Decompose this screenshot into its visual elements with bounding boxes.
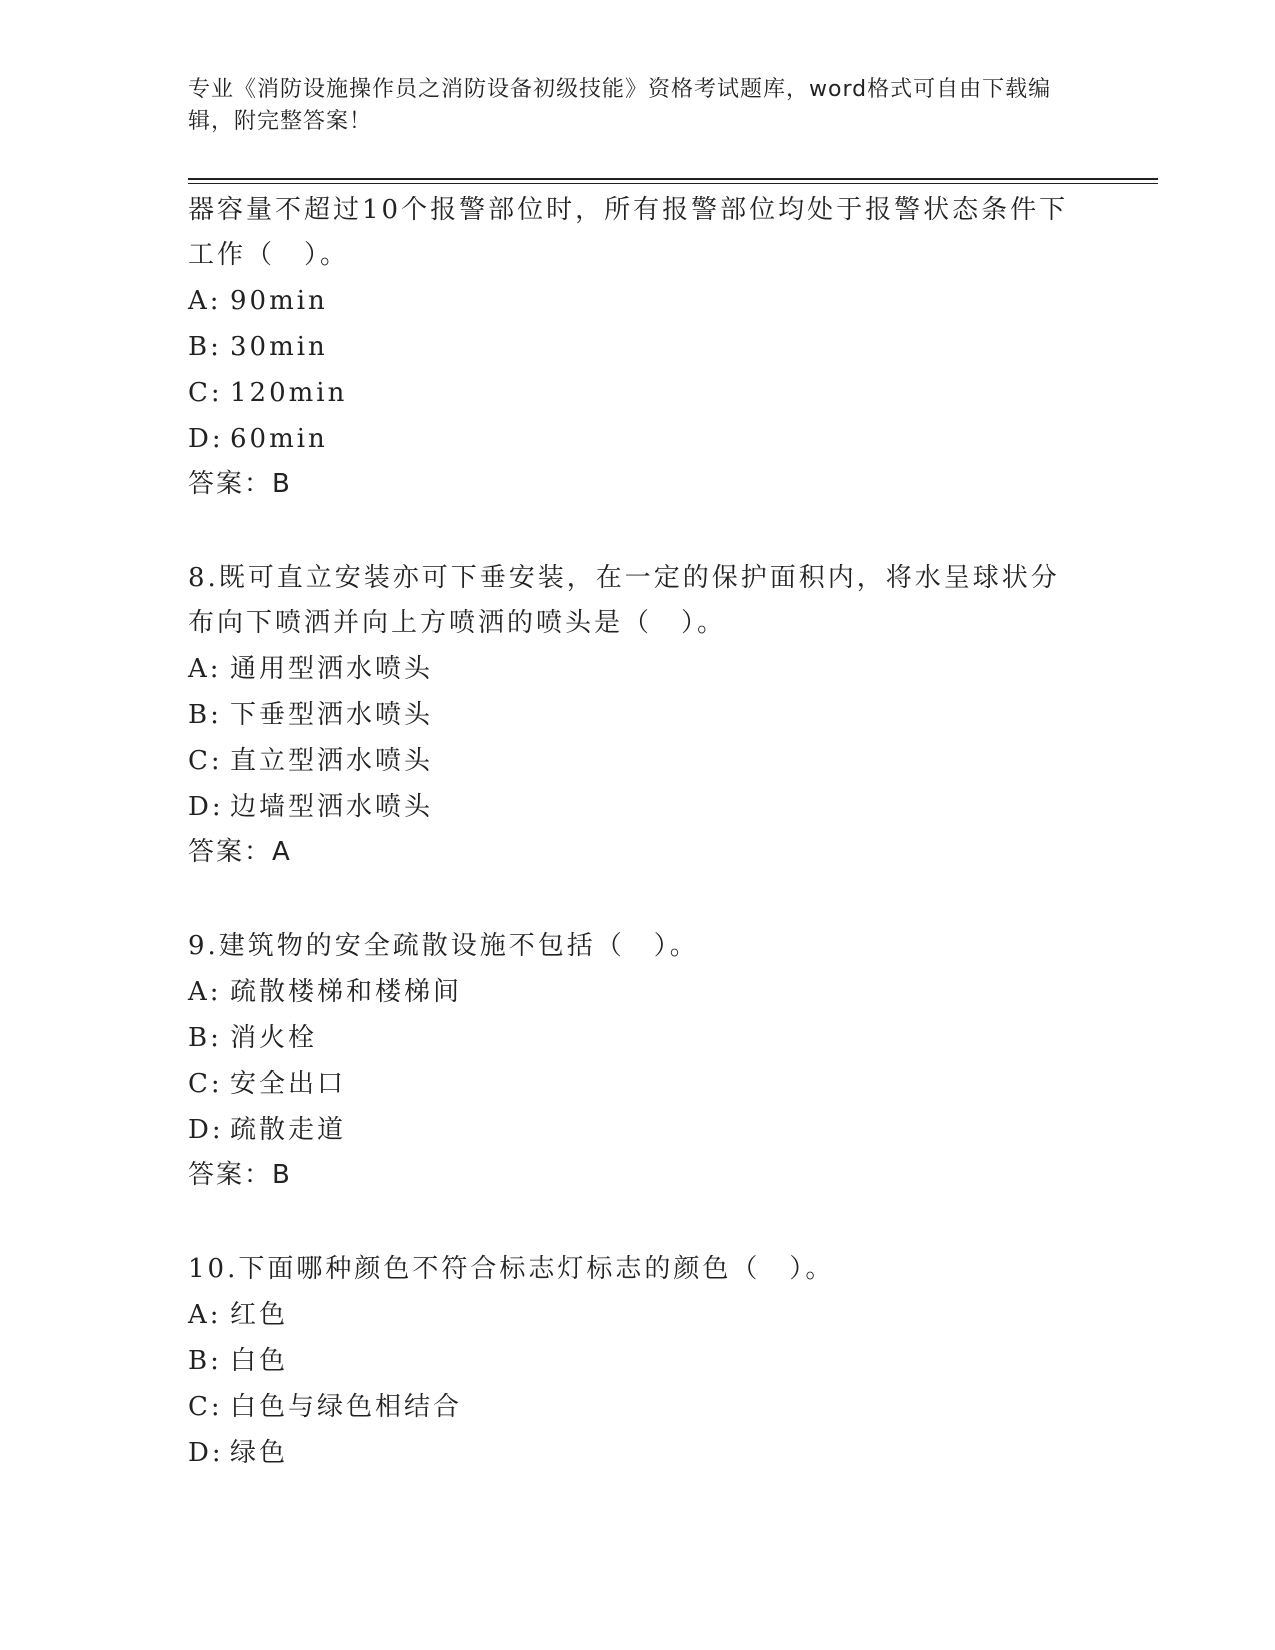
- option-d: [188, 1430, 1088, 1476]
- option-letter: D:: [188, 1115, 224, 1145]
- option-letter: D:: [188, 424, 224, 454]
- spacer: [188, 506, 1088, 556]
- spacer: [188, 1197, 1088, 1247]
- option-c: [188, 738, 1088, 784]
- option-letter: C:: [188, 1069, 223, 1099]
- option-d: [188, 1107, 1088, 1153]
- question-text: 8.既可直立安装亦可下垂安装，在一定的保护面积内，将水呈球状分布向下喷洒并向上方喷洒的喷头是（ ）。: [188, 563, 1060, 638]
- option-letter: C:: [188, 378, 223, 408]
- option-text: 30min: [230, 332, 328, 362]
- option-text: 消火栓: [230, 1023, 318, 1053]
- option-d: [188, 416, 1088, 462]
- option-b: [188, 1338, 1088, 1384]
- option-text: 疏散楼梯和楼梯间: [230, 977, 463, 1007]
- option-letter: D:: [188, 792, 224, 822]
- option-b: [188, 692, 1088, 738]
- option-letter: D:: [188, 1438, 224, 1468]
- option-text: 边墙型洒水喷头: [230, 792, 434, 822]
- option-letter: B:: [188, 332, 222, 362]
- option-a: [188, 969, 1088, 1015]
- option-c: [188, 370, 1088, 416]
- option-b: [188, 1015, 1088, 1061]
- option-letter: B:: [188, 1023, 222, 1053]
- option-d: [188, 784, 1088, 830]
- option-letter: A:: [188, 977, 222, 1007]
- option-letter: A:: [188, 654, 222, 684]
- option-text: 90min: [230, 286, 328, 316]
- option-text: 疏散走道: [230, 1115, 347, 1145]
- question-text: 器容量不超过10个报警部位时，所有报警部位均处于报警状态条件下工作（ ）。: [188, 195, 1069, 270]
- question-7: [188, 188, 1088, 506]
- option-text: 绿色: [230, 1438, 289, 1468]
- option-letter: C:: [188, 746, 223, 776]
- option-a: [188, 1292, 1088, 1338]
- option-text: 60min: [230, 424, 328, 454]
- option-a: [188, 646, 1088, 692]
- option-letter: C:: [188, 1392, 223, 1422]
- option-text: 下垂型洒水喷头: [230, 700, 434, 730]
- option-text: 白色: [230, 1346, 289, 1376]
- option-letter: A:: [188, 1300, 222, 1330]
- option-letter: A:: [188, 286, 222, 316]
- option-letter: B:: [188, 700, 222, 730]
- option-text: 红色: [230, 1300, 289, 1330]
- option-c: [188, 1061, 1088, 1107]
- answer-line: 答案：B: [188, 1160, 292, 1190]
- option-c: [188, 1384, 1088, 1430]
- header-rule-thin: [188, 183, 1158, 184]
- document-header: 专业《消防设施操作员之消防设备初级技能》资格考试题库，word格式可自由下载编辑，附完整答案！: [188, 77, 1052, 134]
- question-8: [188, 556, 1088, 874]
- question-text: 9.建筑物的安全疏散设施不包括（ ）。: [188, 931, 699, 961]
- header-rule-thick: [188, 178, 1158, 180]
- answer-line: 答案：B: [188, 469, 292, 499]
- option-text: 白色与绿色相结合: [230, 1392, 463, 1422]
- question-list: [188, 188, 1088, 1476]
- option-letter: B:: [188, 1346, 222, 1376]
- question-text: 10.下面哪种颜色不符合标志灯标志的颜色（ ）。: [188, 1254, 835, 1284]
- option-a: [188, 278, 1088, 324]
- option-b: [188, 324, 1088, 370]
- answer-line: 答案：A: [188, 837, 292, 867]
- option-text: 通用型洒水喷头: [230, 654, 434, 684]
- spacer: [188, 874, 1088, 924]
- option-text: 直立型洒水喷头: [230, 746, 434, 776]
- option-text: 安全出口: [230, 1069, 347, 1099]
- option-text: 120min: [230, 378, 348, 408]
- question-10: [188, 1247, 1088, 1476]
- question-9: [188, 924, 1088, 1197]
